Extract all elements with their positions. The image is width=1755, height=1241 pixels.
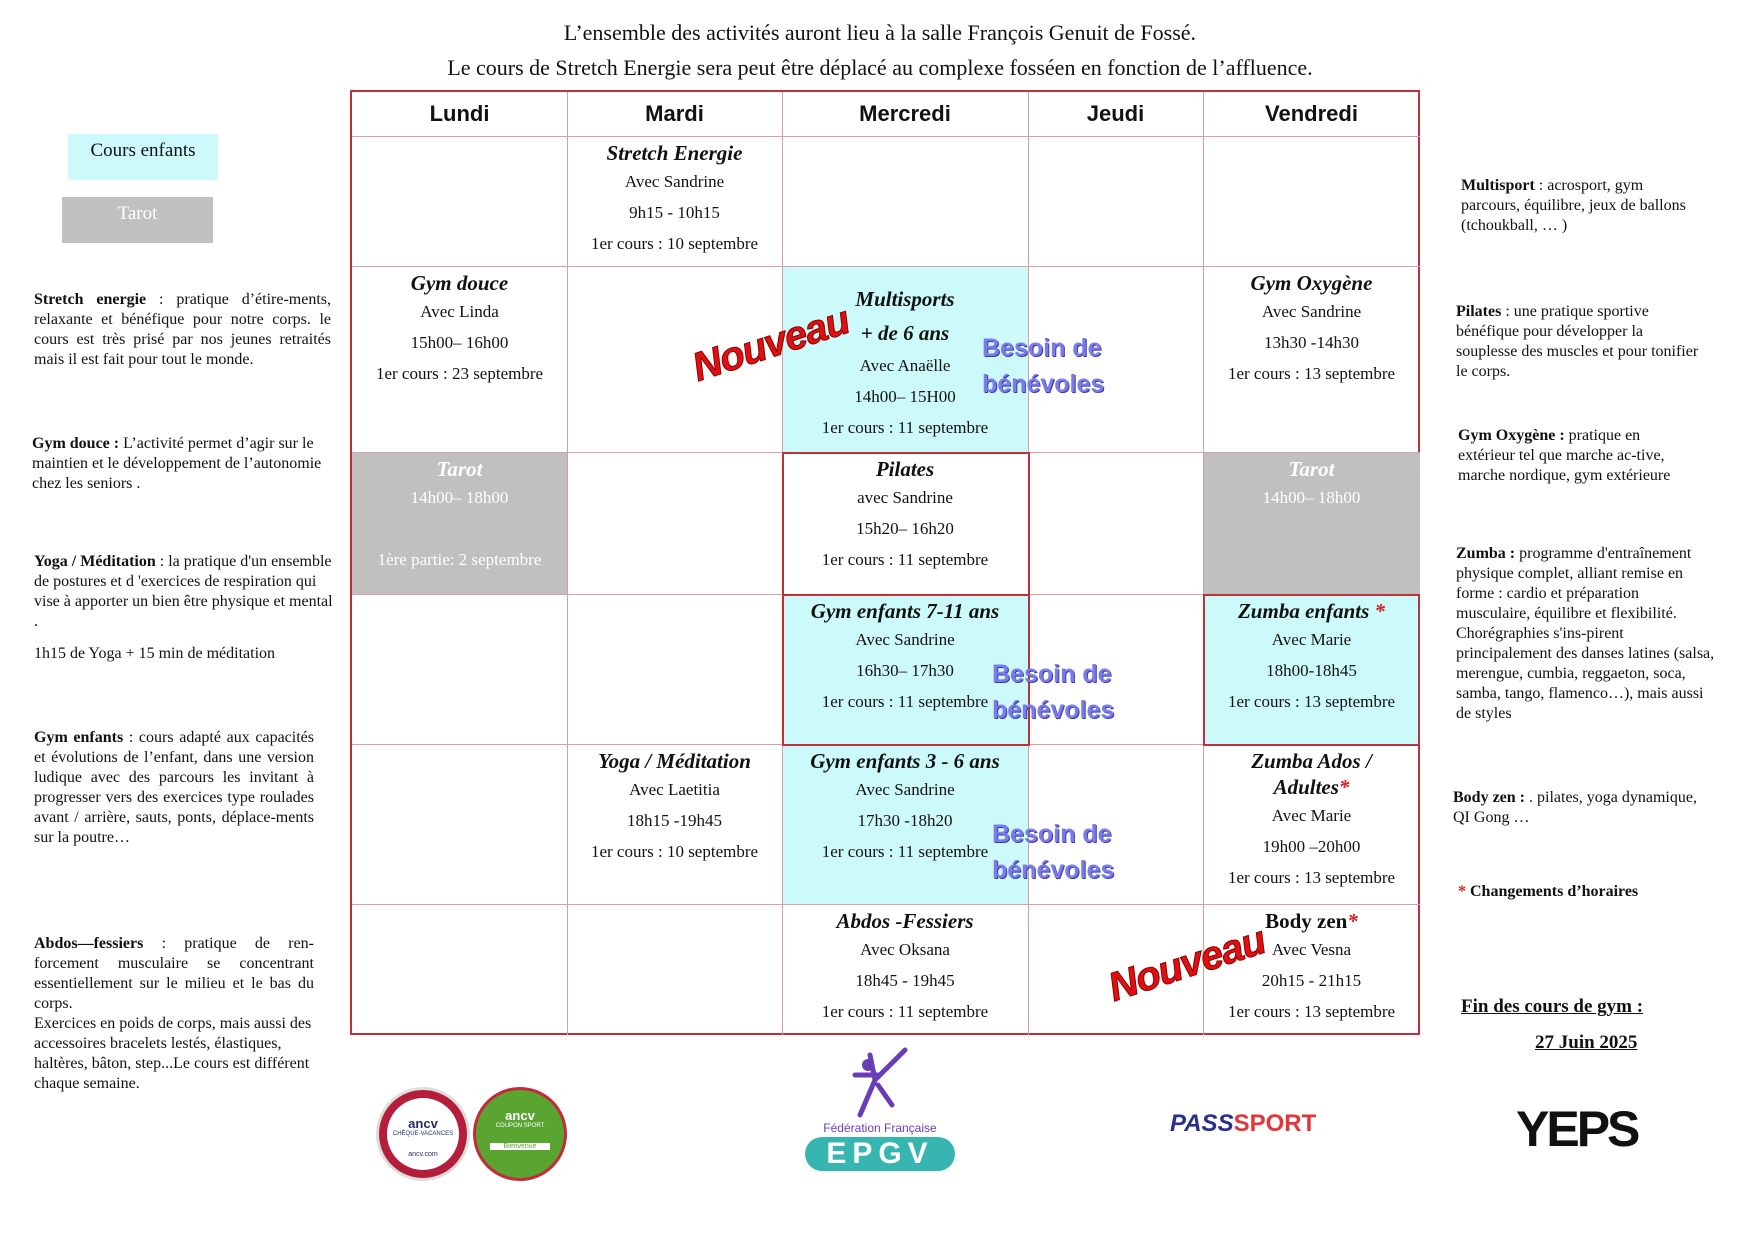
course-time: 18h00-18h45 xyxy=(1266,661,1357,680)
legend-tarot xyxy=(62,197,213,243)
rdesc-multisport-title: Multisport xyxy=(1461,177,1535,194)
course-zumba-enfants xyxy=(1203,598,1420,717)
rdesc-zumba-title: Zumba : xyxy=(1456,545,1516,562)
course-title: Tarot xyxy=(436,457,483,481)
course-time: 14h00– 18h00 xyxy=(1262,488,1361,507)
volunteers-badge-line-1: Besoin de xyxy=(992,660,1112,688)
desc-stretch-text: : pratique d’étire-ments, relaxante et bénéfique pour notre corps. le cours est très prisé par nos jeunes retraités mais il est fait pour tout le monde. xyxy=(34,291,331,368)
fin-label: Fin des cours de gym : xyxy=(1461,996,1644,1017)
course-coach: Avec Marie xyxy=(1271,806,1352,825)
course-title-2: + de 6 ans xyxy=(860,321,950,345)
desc-yoga-text: : la pratique d'un ensemble de postures et d 'exercices de respiration qui vise à apporter un bien être physique et mental . xyxy=(34,553,333,630)
course-coach: avec Sandrine xyxy=(857,488,953,507)
rdesc-oxygene xyxy=(1458,426,1693,486)
day-jeudi: Jeudi xyxy=(1086,101,1145,126)
volunteers-badge-gym-7-11 xyxy=(992,656,1114,728)
course-start: 1er cours : 13 septembre xyxy=(1227,1002,1396,1021)
changed-schedule-star: * xyxy=(1374,599,1386,623)
course-title: Tarot xyxy=(1288,457,1335,481)
rdesc-changes xyxy=(1458,882,1718,902)
course-start: 1er cours : 13 septembre xyxy=(1227,692,1396,711)
course-tarot-vendredi xyxy=(1203,456,1420,513)
nouveau-badge-multisports: Nouveau xyxy=(687,298,855,390)
epgv-logo xyxy=(805,1045,955,1185)
desc-gym-enfants xyxy=(34,728,314,848)
course-time: 16h30– 17h30 xyxy=(856,661,954,680)
course-start: 1ère partie: 2 septembre xyxy=(377,550,542,569)
rdesc-pilates-title: Pilates xyxy=(1456,303,1502,320)
rdesc-pilates xyxy=(1456,302,1701,382)
course-start: 1er cours : 13 septembre xyxy=(1227,868,1396,887)
desc-yoga-title: Yoga / Méditation xyxy=(34,553,156,570)
course-title: Zumba Ados / xyxy=(1251,749,1372,773)
course-time: 15h20– 16h20 xyxy=(856,519,954,538)
volunteers-badge-line-2: bénévoles xyxy=(992,696,1115,724)
course-start: 1er cours : 11 septembre xyxy=(821,1002,989,1021)
rdesc-zumba xyxy=(1456,544,1716,724)
course-time: 20h15 - 21h15 xyxy=(1261,971,1362,990)
course-title: Abdos -Fessiers xyxy=(836,909,974,933)
course-title: Zumba enfants xyxy=(1237,599,1370,623)
rdesc-multisport-text: : acrosport, gym parcours, équilibre, jeux de ballons (tchoukball, … ) xyxy=(1461,177,1686,234)
epgv-figure-icon xyxy=(830,1045,930,1120)
course-abdos-fessiers xyxy=(782,908,1028,1027)
course-title: Gym douce xyxy=(410,271,509,295)
legend-kids-label: Cours enfants xyxy=(90,140,196,161)
course-coach: Avec Linda xyxy=(420,302,499,321)
volunteers-badge-line-1: Besoin de xyxy=(992,820,1112,848)
rdesc-multisport xyxy=(1461,176,1701,236)
ancv1-url: ancv.com xyxy=(408,1151,438,1158)
desc-abdos xyxy=(34,934,314,1094)
course-coach: Avec Sandrine xyxy=(624,172,725,191)
nouveau-badge-body-zen: Nouveau xyxy=(1103,918,1271,1010)
course-title: Stretch Energie xyxy=(606,141,743,165)
pass-text: PASS xyxy=(1170,1110,1234,1137)
course-time: 14h00– 18h00 xyxy=(410,488,509,507)
course-coach: Avec Marie xyxy=(1271,630,1352,649)
rdesc-oxygene-title: Gym Oxygène : xyxy=(1458,427,1565,444)
course-time: 15h00– 16h00 xyxy=(410,333,509,352)
rdesc-zumba-text: programme d'entraînement physique complet, alliant remise en forme : cardio et préparation musculaire, équilibre et flexibilité. Chorégraphies s'ins-pirent principalement des danses latines (salsa, merengue, cumbia, reggaeton, soca, samba, tango, flamenco…), mais aussi de styles xyxy=(1456,545,1715,722)
changed-schedule-star: * xyxy=(1338,775,1350,799)
desc-yoga xyxy=(34,552,334,664)
course-start: 1er cours : 13 septembre xyxy=(1227,364,1396,383)
rdesc-changes-text: Changements d’horaires xyxy=(1466,883,1639,900)
course-start: 1er cours : 11 septembre xyxy=(821,418,989,437)
volunteers-badge-line-2: bénévoles xyxy=(982,370,1105,398)
course-title: Multisports xyxy=(855,287,955,311)
header-line-1: L’ensemble des activités auront lieu à la salle François Genuit de Fossé. xyxy=(563,20,1197,45)
desc-abdos-title: Abdos—fessiers xyxy=(34,935,144,952)
course-coach: Avec Vesna xyxy=(1271,940,1352,959)
ancv-coupon-sport-logo xyxy=(473,1087,567,1181)
course-time: 13h30 -14h30 xyxy=(1264,333,1359,352)
course-zumba-adultes xyxy=(1203,748,1420,893)
desc-yoga-duration: 1h15 de Yoga + 15 min de méditation xyxy=(34,645,276,662)
volunteers-badge-gym-3-6 xyxy=(992,816,1114,888)
epgv-text: EPGV xyxy=(805,1137,955,1171)
day-lundi: Lundi xyxy=(429,101,490,126)
course-coach: Avec Sandrine xyxy=(855,780,955,799)
desc-stretch-title: Stretch energie xyxy=(34,291,147,308)
ancv2-sub: COUPON SPORT xyxy=(495,1123,545,1129)
rdesc-oxygene-text: pratique en extérieur tel que marche ac-tive, marche nordique, gym extérieure xyxy=(1458,427,1671,484)
day-mardi: Mardi xyxy=(645,101,704,126)
course-start: 1er cours : 11 septembre xyxy=(821,550,989,569)
volunteers-badge-line-1: Besoin de xyxy=(982,334,1102,362)
course-title: Body zen xyxy=(1265,909,1348,933)
course-time: 19h00 –20h00 xyxy=(1262,837,1361,856)
rdesc-pilates-text: : une pratique sportive bénéfique pour développer la souplesse des muscles et pour tonifier le corps. xyxy=(1456,303,1699,380)
ancv-cheque-vacances-logo xyxy=(376,1087,470,1181)
ancv2-tag: Bienvenue xyxy=(490,1143,550,1150)
course-tarot-lundi xyxy=(352,456,567,575)
course-coach: Avec Oksana xyxy=(860,940,950,959)
course-time: 18h45 - 19h45 xyxy=(855,971,955,990)
desc-abdos-text-2: Exercices en poids de corps, mais aussi des accessoires bracelets lestés, élastiques, haltères, bâton, step...Le cours est différent chaque semaine. xyxy=(34,1015,312,1092)
course-title-wrap xyxy=(1203,598,1420,624)
course-pilates xyxy=(782,456,1028,575)
course-title-2: Adultes xyxy=(1273,775,1339,799)
desc-abdos-text: : pratique de ren-forcement musculaire se concentrant essentiellement sur le milieu et le bas du corps. xyxy=(34,935,314,1012)
day-vendredi: Vendredi xyxy=(1265,101,1358,126)
legend-tarot-label: Tarot xyxy=(117,203,158,224)
course-start: 1er cours : 10 septembre xyxy=(590,234,759,253)
rdesc-changes-star: * xyxy=(1458,883,1466,900)
course-time: 9h15 - 10h15 xyxy=(629,203,720,222)
course-coach: Avec Anaëlle xyxy=(859,356,951,375)
course-title: Gym enfants 7-11 ans xyxy=(810,599,1000,623)
ancv1-sub: CHÈQUE-VACANCES xyxy=(392,1131,454,1137)
course-gym-oxygene xyxy=(1203,270,1420,389)
fin-date: 27 Juin 2025 xyxy=(1535,1032,1638,1053)
ancv2-name: ancv xyxy=(505,1108,535,1123)
course-time: 18h15 -19h45 xyxy=(627,811,722,830)
epgv-top-text: Fédération Française xyxy=(823,1121,937,1135)
course-title: Yoga / Méditation xyxy=(598,749,751,773)
desc-stretch xyxy=(34,290,331,370)
timetable xyxy=(350,90,1420,1035)
course-coach: Avec Laetitia xyxy=(629,780,720,799)
course-time: 14h00– 15H00 xyxy=(854,387,956,406)
changed-schedule-star: * xyxy=(1347,909,1358,933)
course-coach: Avec Sandrine xyxy=(855,630,955,649)
course-start: 1er cours : 11 septembre xyxy=(821,692,989,711)
pass-sport-logo xyxy=(1170,1110,1316,1138)
volunteers-badge-multisports xyxy=(982,330,1104,402)
course-coach: Avec Sandrine xyxy=(1261,302,1362,321)
course-gym-douce xyxy=(352,270,567,389)
rdesc-body-zen xyxy=(1453,788,1698,828)
course-start: 1er cours : 11 septembre xyxy=(821,842,989,861)
rdesc-body-zen-title: Body zen : xyxy=(1453,789,1525,806)
yeps-logo xyxy=(1516,1100,1637,1158)
header-line-2: Le cours de Stretch Energie sera peut être déplacé au complexe fosséen en fonction de l’affluence. xyxy=(447,55,1313,80)
rdesc-body-zen-text: . pilates, yoga dynamique, QI Gong … xyxy=(1453,789,1697,826)
desc-gym-douce-title: Gym douce : xyxy=(32,435,120,452)
volunteers-badge-line-2: bénévoles xyxy=(992,856,1115,884)
course-title: Gym Oxygène xyxy=(1250,271,1373,295)
legend-kids xyxy=(68,134,218,180)
yeps-text: YEPS xyxy=(1516,1101,1638,1157)
sport-text: SPORT xyxy=(1233,1110,1317,1137)
course-title-2-wrap xyxy=(1203,774,1420,800)
course-yoga xyxy=(567,748,782,867)
course-start: 1er cours : 23 septembre xyxy=(375,364,544,383)
ancv1-name: ancv xyxy=(408,1116,438,1131)
course-start: 1er cours : 10 septembre xyxy=(590,842,759,861)
desc-gym-douce-text: L’activité permet d’agir sur le maintien et le développement de l’autonomie chez les seniors . xyxy=(32,435,322,492)
course-title: Gym enfants 3 - 6 ans xyxy=(810,749,1000,773)
day-mercredi: Mercredi xyxy=(859,101,951,126)
desc-gym-douce xyxy=(32,434,332,494)
course-stretch-energie xyxy=(567,140,782,259)
course-title: Pilates xyxy=(875,457,935,481)
course-time: 17h30 -18h20 xyxy=(857,811,953,830)
desc-gym-enfants-title: Gym enfants xyxy=(34,729,124,746)
desc-gym-enfants-text: : cours adapté aux capacités et évolutions de l’enfant, dans une version ludique avec des parcours les invitant à progresser vers des exercices type roulades avant / arrière, sauts, ponts, déplace-ments sur la poutre… xyxy=(34,729,314,846)
